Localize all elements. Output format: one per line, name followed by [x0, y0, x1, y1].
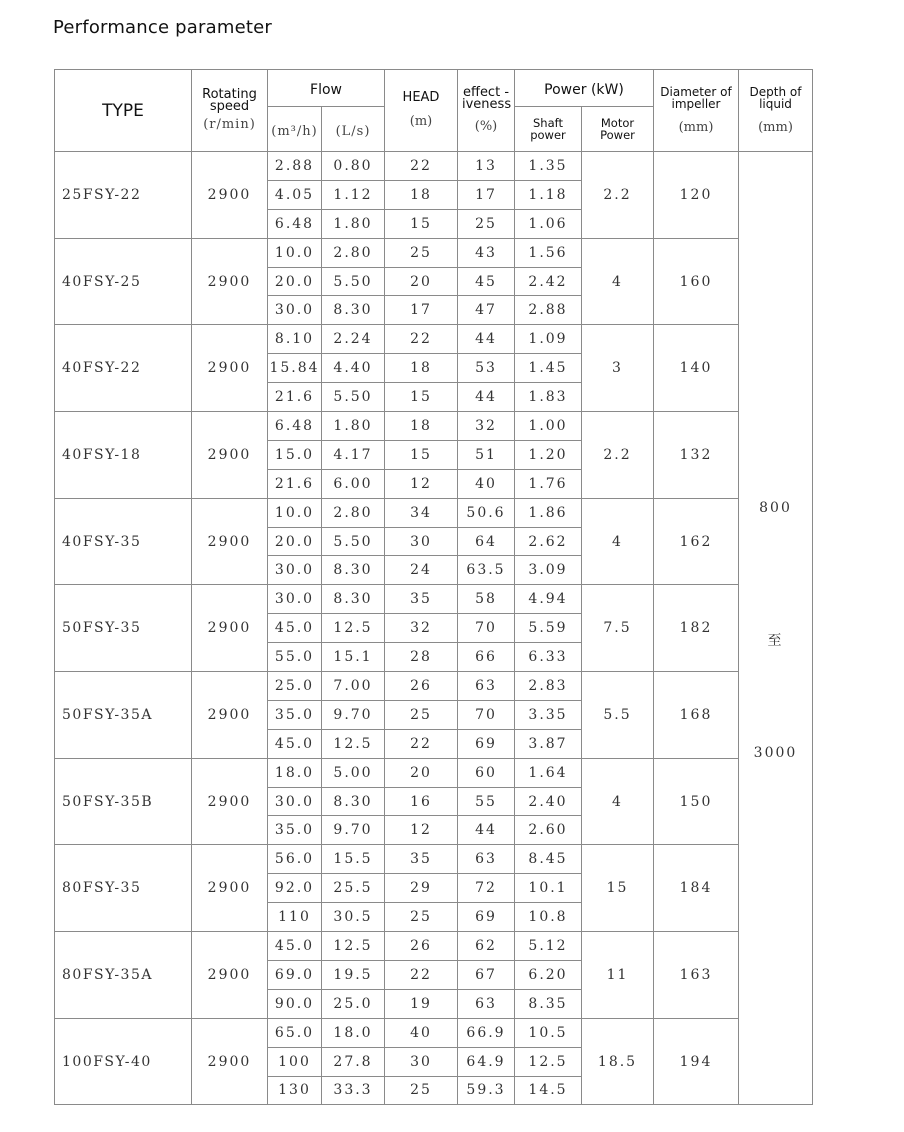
table-row — [55, 758, 813, 787]
impeller-diameter-cell: 182 — [654, 585, 739, 672]
flow-ls-cell: 9.70 — [322, 816, 385, 845]
shaft-power-cell: 1.76 — [515, 469, 582, 498]
header-head — [385, 70, 458, 152]
shaft-power-cell: 5.12 — [515, 932, 582, 961]
motor-power-cell: 11 — [582, 932, 654, 1019]
shaft-power-cell: 10.1 — [515, 874, 582, 903]
head-cell: 22 — [385, 960, 458, 989]
impeller-diameter-cell: 132 — [654, 412, 739, 499]
flow-ls-cell: 6.00 — [322, 469, 385, 498]
flow-ls-cell: 30.5 — [322, 903, 385, 932]
table-row — [55, 672, 813, 701]
flow-m3h-cell: 15.84 — [268, 354, 322, 383]
pump-type-cell: 40FSY-22 — [55, 325, 192, 412]
head-cell: 30 — [385, 1047, 458, 1076]
flow-ls-cell: 12.5 — [322, 614, 385, 643]
flow-m3h-cell: 110 — [268, 903, 322, 932]
rotating-speed-cell: 2900 — [192, 238, 268, 325]
motor-power-cell: 4 — [582, 498, 654, 585]
pump-type-cell: 80FSY-35 — [55, 845, 192, 932]
effectiveness-cell: 32 — [458, 412, 515, 441]
flow-ls-cell: 1.12 — [322, 180, 385, 209]
effectiveness-cell: 44 — [458, 383, 515, 412]
flow-m3h-cell: 10.0 — [268, 498, 322, 527]
impeller-label: Diameter of impeller — [660, 85, 732, 111]
shaft-power-cell: 1.20 — [515, 440, 582, 469]
head-cell: 34 — [385, 498, 458, 527]
impeller-diameter-cell: 163 — [654, 932, 739, 1019]
effectiveness-cell: 55 — [458, 787, 515, 816]
depth-unit: (mm) — [758, 120, 793, 135]
flow-m3h-cell: 65.0 — [268, 1018, 322, 1047]
header-shaft-power: Shaft power — [515, 107, 582, 152]
header-rotating-speed — [192, 70, 268, 152]
header-flow: Flow — [268, 70, 385, 107]
head-cell: 25 — [385, 1076, 458, 1105]
flow-ls-cell: 18.0 — [322, 1018, 385, 1047]
table-row — [55, 845, 813, 874]
header-flow-m3h: (m³/h) — [268, 107, 322, 152]
pump-type-cell: 100FSY-40 — [55, 1018, 192, 1105]
header-depth-of-liquid — [739, 70, 813, 152]
table-body — [55, 152, 813, 1105]
rotating-speed-cell: 2900 — [192, 585, 268, 672]
head-cell: 18 — [385, 354, 458, 383]
effectiveness-unit: (%) — [474, 119, 498, 134]
head-cell: 28 — [385, 643, 458, 672]
depth-label: Depth of liquid — [749, 85, 802, 111]
head-cell: 22 — [385, 152, 458, 181]
pump-type-cell: 40FSY-18 — [55, 412, 192, 499]
flow-ls-cell: 8.30 — [322, 787, 385, 816]
shaft-power-cell: 1.64 — [515, 758, 582, 787]
head-cell: 20 — [385, 758, 458, 787]
head-cell: 32 — [385, 614, 458, 643]
flow-ls-cell: 25.5 — [322, 874, 385, 903]
rotating-speed-cell: 2900 — [192, 498, 268, 585]
impeller-unit: (mm) — [678, 120, 714, 135]
flow-m3h-cell: 4.05 — [268, 180, 322, 209]
flow-m3h-cell: 21.6 — [268, 383, 322, 412]
shaft-power-cell: 1.06 — [515, 209, 582, 238]
motor-power-cell: 2.2 — [582, 152, 654, 239]
depth-max-value: 3000 — [753, 745, 798, 761]
impeller-diameter-cell: 168 — [654, 672, 739, 759]
flow-m3h-cell: 30.0 — [268, 787, 322, 816]
flow-ls-cell: 8.30 — [322, 585, 385, 614]
effectiveness-cell: 63 — [458, 845, 515, 874]
shaft-power-cell: 2.62 — [515, 527, 582, 556]
table-row — [55, 412, 813, 441]
flow-ls-cell: 4.17 — [322, 440, 385, 469]
effectiveness-cell: 66.9 — [458, 1018, 515, 1047]
motor-power-cell: 4 — [582, 238, 654, 325]
table-row — [55, 585, 813, 614]
flow-ls-cell: 8.30 — [322, 556, 385, 585]
depth-of-liquid-cell — [739, 152, 813, 1105]
shaft-power-cell: 10.5 — [515, 1018, 582, 1047]
effectiveness-cell: 69 — [458, 729, 515, 758]
flow-m3h-cell: 56.0 — [268, 845, 322, 874]
flow-m3h-cell: 100 — [268, 1047, 322, 1076]
effectiveness-cell: 44 — [458, 816, 515, 845]
flow-m3h-cell: 55.0 — [268, 643, 322, 672]
flow-ls-cell: 5.50 — [322, 527, 385, 556]
head-cell: 35 — [385, 845, 458, 874]
head-cell: 15 — [385, 209, 458, 238]
flow-ls-cell: 2.80 — [322, 498, 385, 527]
shaft-power-cell: 8.45 — [515, 845, 582, 874]
effectiveness-cell: 25 — [458, 209, 515, 238]
flow-m3h-cell: 45.0 — [268, 729, 322, 758]
rotating-speed-cell: 2900 — [192, 152, 268, 239]
shaft-power-cell: 6.33 — [515, 643, 582, 672]
head-cell: 15 — [385, 383, 458, 412]
pump-type-cell: 50FSY-35 — [55, 585, 192, 672]
impeller-diameter-cell: 194 — [654, 1018, 739, 1105]
flow-m3h-cell: 2.88 — [268, 152, 322, 181]
shaft-power-cell: 3.87 — [515, 729, 582, 758]
flow-m3h-cell: 130 — [268, 1076, 322, 1105]
motor-power-cell: 2.2 — [582, 412, 654, 499]
pump-type-cell: 80FSY-35A — [55, 932, 192, 1019]
flow-ls-cell: 12.5 — [322, 729, 385, 758]
motor-power-cell: 5.5 — [582, 672, 654, 759]
shaft-power-cell: 1.00 — [515, 412, 582, 441]
rotating-speed-cell: 2900 — [192, 758, 268, 845]
shaft-power-cell: 1.45 — [515, 354, 582, 383]
head-cell: 16 — [385, 787, 458, 816]
table-row — [55, 932, 813, 961]
flow-m3h-cell: 8.10 — [268, 325, 322, 354]
impeller-diameter-cell: 120 — [654, 152, 739, 239]
effectiveness-cell: 53 — [458, 354, 515, 383]
shaft-power-cell: 1.09 — [515, 325, 582, 354]
flow-m3h-cell: 69.0 — [268, 960, 322, 989]
header-power: Power (kW) — [515, 70, 654, 107]
flow-ls-cell: 1.80 — [322, 412, 385, 441]
head-cell: 40 — [385, 1018, 458, 1047]
rotating-speed-cell: 2900 — [192, 325, 268, 412]
effectiveness-cell: 63 — [458, 989, 515, 1018]
head-cell: 22 — [385, 325, 458, 354]
depth-range-separator: 至 — [767, 633, 784, 649]
effectiveness-cell: 64 — [458, 527, 515, 556]
shaft-power-cell: 3.35 — [515, 700, 582, 729]
motor-power-cell: 4 — [582, 758, 654, 845]
flow-ls-cell: 19.5 — [322, 960, 385, 989]
table-row — [55, 238, 813, 267]
motor-power-cell: 3 — [582, 325, 654, 412]
flow-m3h-cell: 18.0 — [268, 758, 322, 787]
flow-m3h-cell: 20.0 — [268, 527, 322, 556]
head-cell: 25 — [385, 700, 458, 729]
flow-ls-cell: 12.5 — [322, 932, 385, 961]
impeller-diameter-cell: 140 — [654, 325, 739, 412]
shaft-power-cell: 2.40 — [515, 787, 582, 816]
flow-m3h-cell: 45.0 — [268, 614, 322, 643]
head-cell: 12 — [385, 816, 458, 845]
rotating-speed-cell: 2900 — [192, 932, 268, 1019]
head-cell: 12 — [385, 469, 458, 498]
shaft-power-cell: 12.5 — [515, 1047, 582, 1076]
shaft-power-cell: 3.09 — [515, 556, 582, 585]
pump-type-cell: 40FSY-35 — [55, 498, 192, 585]
head-label: HEAD — [402, 90, 440, 105]
flow-ls-cell: 15.5 — [322, 845, 385, 874]
flow-ls-cell: 1.80 — [322, 209, 385, 238]
shaft-power-cell: 2.60 — [515, 816, 582, 845]
table-row — [55, 152, 813, 181]
flow-ls-cell: 5.50 — [322, 267, 385, 296]
flow-ls-cell: 0.80 — [322, 152, 385, 181]
rotating-speed-cell: 2900 — [192, 1018, 268, 1105]
flow-ls-cell: 27.8 — [322, 1047, 385, 1076]
flow-m3h-cell: 45.0 — [268, 932, 322, 961]
header-motor-power: Motor Power — [582, 107, 654, 152]
flow-m3h-cell: 10.0 — [268, 238, 322, 267]
shaft-power-cell: 6.20 — [515, 960, 582, 989]
rotating-speed-cell: 2900 — [192, 845, 268, 932]
flow-ls-cell: 25.0 — [322, 989, 385, 1018]
effectiveness-cell: 66 — [458, 643, 515, 672]
shaft-power-cell: 8.35 — [515, 989, 582, 1018]
effectiveness-cell: 17 — [458, 180, 515, 209]
effectiveness-cell: 40 — [458, 469, 515, 498]
head-cell: 26 — [385, 932, 458, 961]
pump-type-cell: 25FSY-22 — [55, 152, 192, 239]
flow-m3h-cell: 35.0 — [268, 816, 322, 845]
flow-ls-cell: 8.30 — [322, 296, 385, 325]
shaft-power-cell: 2.83 — [515, 672, 582, 701]
flow-ls-cell: 33.3 — [322, 1076, 385, 1105]
table-row — [55, 325, 813, 354]
flow-ls-cell: 7.00 — [322, 672, 385, 701]
flow-ls-cell: 9.70 — [322, 700, 385, 729]
effectiveness-cell: 58 — [458, 585, 515, 614]
header-flow-ls: (L/s) — [322, 107, 385, 152]
motor-power-cell: 18.5 — [582, 1018, 654, 1105]
shaft-power-cell: 1.83 — [515, 383, 582, 412]
flow-ls-cell: 5.50 — [322, 383, 385, 412]
flow-ls-cell: 4.40 — [322, 354, 385, 383]
shaft-power-cell: 1.35 — [515, 152, 582, 181]
head-cell: 15 — [385, 440, 458, 469]
effectiveness-cell: 47 — [458, 296, 515, 325]
head-cell: 25 — [385, 238, 458, 267]
motor-power-cell: 7.5 — [582, 585, 654, 672]
flow-ls-cell: 2.24 — [322, 325, 385, 354]
flow-ls-cell: 5.00 — [322, 758, 385, 787]
pump-type-cell: 50FSY-35A — [55, 672, 192, 759]
performance-table — [54, 69, 813, 1105]
header-effectiveness — [458, 70, 515, 152]
effectiveness-cell: 51 — [458, 440, 515, 469]
head-cell: 25 — [385, 903, 458, 932]
flow-m3h-cell: 35.0 — [268, 700, 322, 729]
head-cell: 18 — [385, 180, 458, 209]
pump-type-cell: 50FSY-35B — [55, 758, 192, 845]
effectiveness-cell: 63.5 — [458, 556, 515, 585]
shaft-power-cell: 2.42 — [515, 267, 582, 296]
head-cell: 26 — [385, 672, 458, 701]
shaft-power-cell: 14.5 — [515, 1076, 582, 1105]
shaft-power-cell: 1.18 — [515, 180, 582, 209]
table-row — [55, 1018, 813, 1047]
shaft-power-cell: 1.86 — [515, 498, 582, 527]
flow-m3h-cell: 92.0 — [268, 874, 322, 903]
effectiveness-cell: 45 — [458, 267, 515, 296]
impeller-diameter-cell: 162 — [654, 498, 739, 585]
effectiveness-cell: 62 — [458, 932, 515, 961]
flow-m3h-cell: 6.48 — [268, 412, 322, 441]
page-title: Performance parameter — [53, 17, 273, 38]
flow-m3h-cell: 20.0 — [268, 267, 322, 296]
rotating-speed-cell: 2900 — [192, 412, 268, 499]
effectiveness-cell: 70 — [458, 700, 515, 729]
head-cell: 30 — [385, 527, 458, 556]
head-cell: 29 — [385, 874, 458, 903]
effectiveness-cell: 44 — [458, 325, 515, 354]
shaft-power-cell: 2.88 — [515, 296, 582, 325]
effectiveness-cell: 59.3 — [458, 1076, 515, 1105]
effectiveness-cell: 69 — [458, 903, 515, 932]
motor-power-cell: 15 — [582, 845, 654, 932]
flow-m3h-cell: 90.0 — [268, 989, 322, 1018]
head-cell: 22 — [385, 729, 458, 758]
effectiveness-cell: 43 — [458, 238, 515, 267]
head-cell: 24 — [385, 556, 458, 585]
effectiveness-cell: 64.9 — [458, 1047, 515, 1076]
shaft-power-cell: 4.94 — [515, 585, 582, 614]
head-cell: 17 — [385, 296, 458, 325]
shaft-power-cell: 5.59 — [515, 614, 582, 643]
shaft-power-cell: 10.8 — [515, 903, 582, 932]
effectiveness-cell: 63 — [458, 672, 515, 701]
effectiveness-label: effect -iveness — [462, 85, 512, 112]
flow-m3h-cell: 21.6 — [268, 469, 322, 498]
effectiveness-cell: 50.6 — [458, 498, 515, 527]
impeller-diameter-cell: 160 — [654, 238, 739, 325]
table-row — [55, 498, 813, 527]
pump-type-cell: 40FSY-25 — [55, 238, 192, 325]
flow-m3h-cell: 30.0 — [268, 585, 322, 614]
impeller-diameter-cell: 184 — [654, 845, 739, 932]
effectiveness-cell: 13 — [458, 152, 515, 181]
shaft-power-cell: 1.56 — [515, 238, 582, 267]
head-unit: (m) — [409, 114, 433, 129]
effectiveness-cell: 67 — [458, 960, 515, 989]
head-cell: 19 — [385, 989, 458, 1018]
rotating-speed-cell: 2900 — [192, 672, 268, 759]
head-cell: 18 — [385, 412, 458, 441]
rotating-speed-unit: (r/min) — [203, 117, 256, 132]
impeller-diameter-cell: 150 — [654, 758, 739, 845]
head-cell: 20 — [385, 267, 458, 296]
flow-m3h-cell: 30.0 — [268, 556, 322, 585]
depth-min-value: 800 — [759, 500, 792, 516]
flow-ls-cell: 15.1 — [322, 643, 385, 672]
head-cell: 35 — [385, 585, 458, 614]
effectiveness-cell: 70 — [458, 614, 515, 643]
effectiveness-cell: 72 — [458, 874, 515, 903]
flow-m3h-cell: 15.0 — [268, 440, 322, 469]
effectiveness-cell: 60 — [458, 758, 515, 787]
flow-ls-cell: 2.80 — [322, 238, 385, 267]
flow-m3h-cell: 30.0 — [268, 296, 322, 325]
header-impeller-diameter — [654, 70, 739, 152]
rotating-speed-label: Rotating speed — [202, 87, 257, 114]
flow-m3h-cell: 25.0 — [268, 672, 322, 701]
flow-m3h-cell: 6.48 — [268, 209, 322, 238]
header-type: TYPE — [55, 70, 192, 152]
